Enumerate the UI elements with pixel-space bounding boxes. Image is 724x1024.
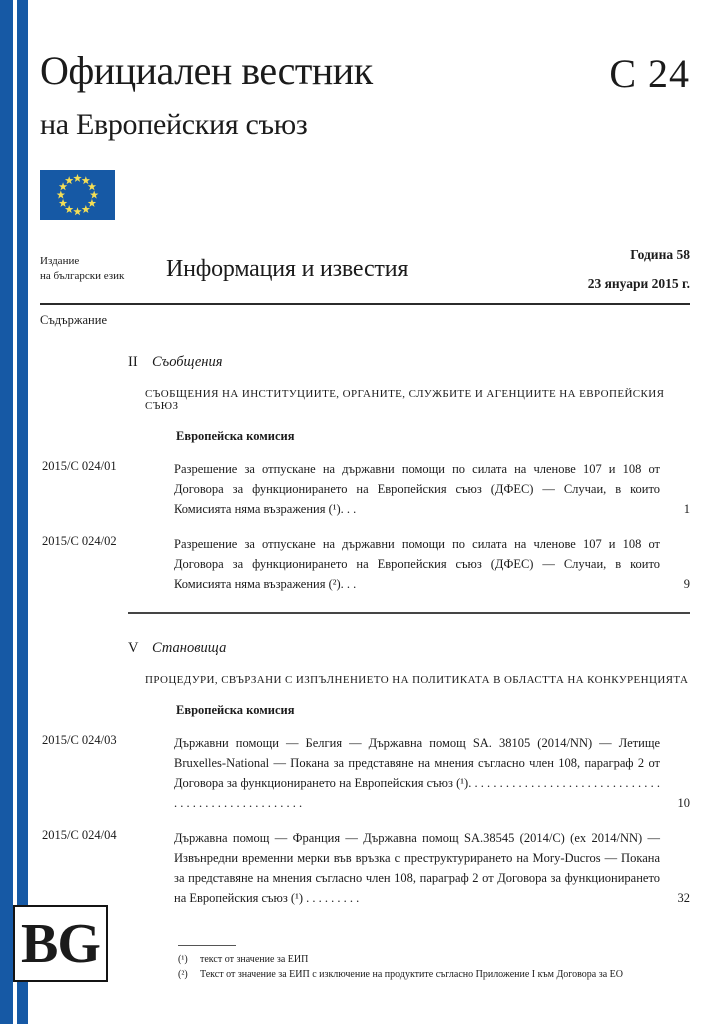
toc-item-text: Държавна помощ — Франция — Държавна помощ SA.38545 (2014/C) (ex 2014/NN) — Извънредни временни мерки във връзка с преструктурирането на Mory-Ducros — Покана за представяне на мнения съгласно член 108, параграф 2 от Договора за функционирането на Европейския съюз (¹) . . . . . . . . . (174, 831, 660, 905)
organisation-name: Европейска комисия (176, 703, 295, 717)
toc-item-page: 32 (677, 891, 690, 905)
contents-label: Съдържание (40, 313, 107, 327)
section-divider (128, 612, 690, 614)
footnote-text: Текст от значение за ЕИП с изключение на продуктите съгласно Приложение I към Договора за ЕО (200, 968, 623, 980)
info-title: Информация и известия (166, 255, 409, 282)
toc-item (40, 733, 690, 813)
section-title: Становища (152, 640, 227, 656)
footnote-marker: (²) (178, 968, 188, 980)
section-numeral: V (128, 640, 139, 656)
issue-meta (588, 247, 690, 292)
edition-line1: Издание (40, 255, 80, 268)
toc-item-page: 1 (683, 502, 690, 516)
info-band (40, 241, 690, 297)
toc-item-page: 9 (683, 577, 690, 591)
toc-item-number: 2015/C 024/03 (42, 733, 117, 747)
header-rule (40, 303, 690, 305)
toc-item-text: Разрешение за отпускане на държавни помощи по силата на членове 107 и 108 от Договора за функционирането на Европейския съюз (ДФЕС) — Случаи, в които Комисията няма възражения (¹). . . (174, 462, 660, 516)
toc-item (40, 828, 690, 908)
section-numeral: II (128, 354, 138, 370)
masthead (40, 0, 690, 220)
footnote-marker: (¹) (178, 954, 188, 965)
page-content (40, 0, 690, 908)
issue-number: C 24 (609, 51, 690, 96)
footnotes (178, 945, 623, 982)
journal-subtitle: на Европейския съюз (40, 108, 308, 141)
language-code: BG (21, 912, 100, 975)
organisation-name: Европейска комисия (176, 429, 295, 443)
toc-item-text: Държавни помощи — Белгия — Държавна помощ SA. 38105 (2014/NN) — Летище Bruxelles-National — Покана за представяне на мнения съгласно член 108, параграф 2 от Договора за функционирането на Европейския съюз (¹). . . . . . . . . . . . . . . . . . . . . . . . . . . . . . . . . . . . . . . . . . . . . . . . . . . . (174, 736, 660, 810)
section-head-v (128, 640, 690, 657)
journal-title: Официален вестник (40, 48, 373, 93)
toc-item-text: Разрешение за отпускане на държавни помощи по силата на членове 107 и 108 от Договора за функционирането на Европейския съюз (ДФЕС) — Случаи, в които Комисията няма възражения (²). . . (174, 537, 660, 591)
toc-item (40, 534, 690, 594)
section-subheading: СЪОБЩЕНИЯ НА ИНСТИТУЦИИТЕ, ОРГАНИТЕ, СЛУЖБИТЕ И АГЕНЦИИТЕ НА ЕВРОПЕЙСКИЯ СЪЮЗ (145, 388, 665, 412)
footnote-rule (178, 945, 236, 946)
toc-item-page: 10 (677, 796, 690, 810)
footnote (178, 953, 623, 968)
left-blue-stripe-outer (0, 0, 13, 1024)
footnote (178, 968, 623, 983)
toc-item-number: 2015/C 024/01 (42, 459, 117, 473)
section-head-ii (128, 354, 690, 371)
language-code-box (13, 905, 108, 982)
section-title: Съобщения (152, 354, 223, 370)
edition-line2: на български език (40, 270, 125, 282)
year-label: Година 58 (630, 246, 690, 262)
left-blue-stripe-inner (17, 0, 28, 1024)
toc-item-number: 2015/C 024/02 (42, 534, 117, 548)
eu-flag-icon (40, 170, 115, 220)
toc-item-number: 2015/C 024/04 (42, 828, 117, 842)
section-subheading: ПРОЦЕДУРИ, СВЪРЗАНИ С ИЗПЪЛНЕНИЕТО НА ПОЛИТИКАТА В ОБЛАСТТА НА КОНКУРЕНЦИЯТА (145, 674, 689, 686)
footnote-text: текст от значение за ЕИП (200, 954, 309, 965)
toc-item (40, 459, 690, 519)
date-label: 23 януари 2015 г. (587, 275, 690, 291)
edition-label (40, 254, 160, 284)
